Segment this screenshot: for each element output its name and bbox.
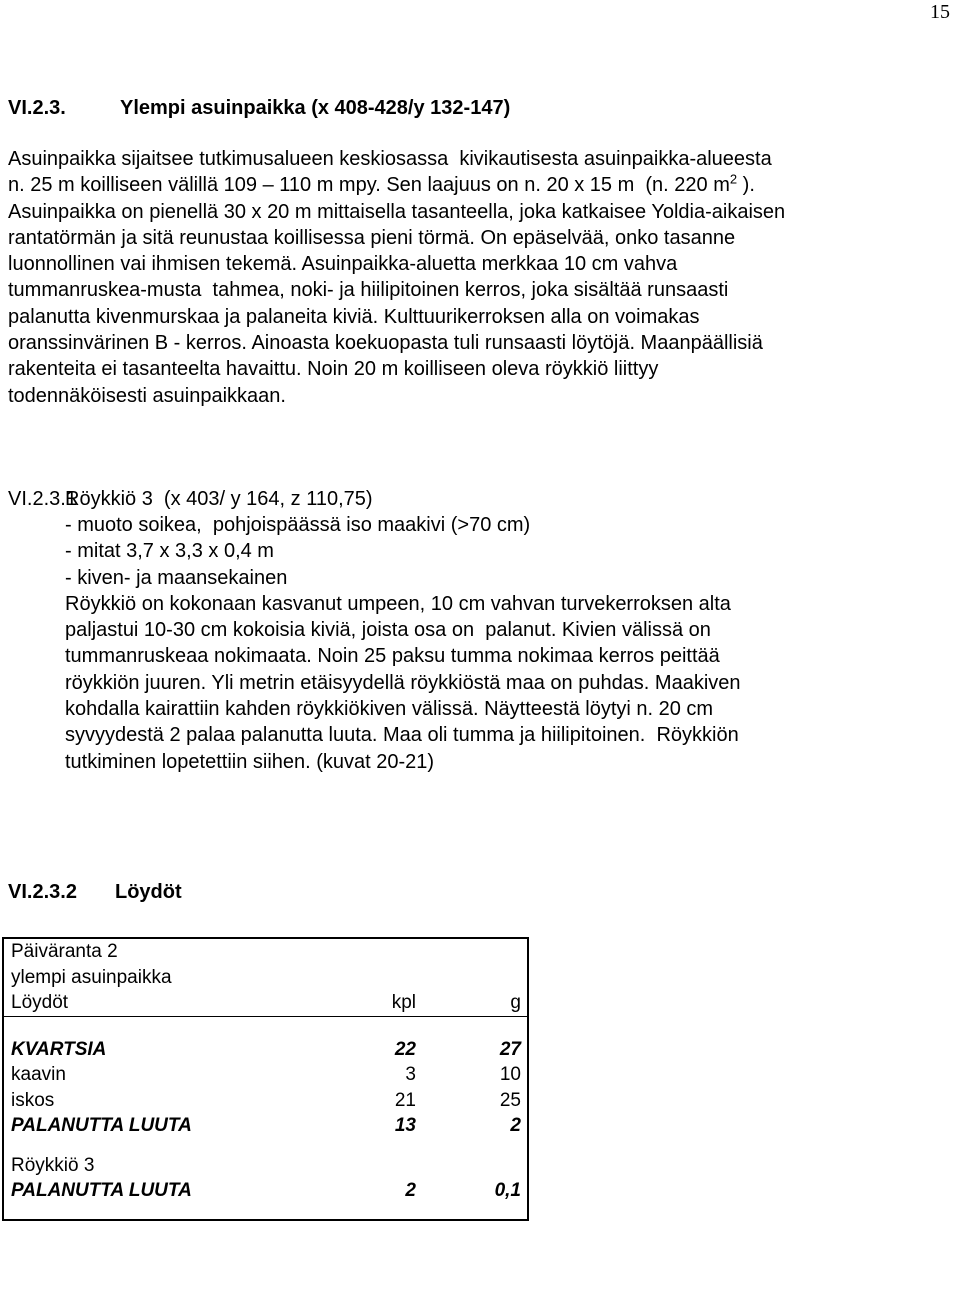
header-name: Löydöt bbox=[11, 992, 69, 1013]
paragraph-line: - muoto soikea, pohjoispäässä iso maakivi (>70 cm) bbox=[65, 514, 531, 536]
paragraph-line-tail: ). bbox=[737, 174, 755, 197]
paragraph-line: luonnollinen vai ihmisen tekemä. Asuinpaikka-aluetta merkkaa 10 cm vahva bbox=[8, 253, 678, 276]
paragraph-line: Asuinpaikka on pienellä 30 x 20 m mittaisella tasanteella, joka katkaisee Yoldia-aikaisen bbox=[8, 200, 786, 223]
cell-g: 27 bbox=[499, 1038, 521, 1060]
paragraph-line: oranssinvärinen B - kerros. Ainoasta koekuopasta tuli runsaasti löytöjä. Maanpäällisiä bbox=[8, 332, 763, 355]
cell-kpl: 22 bbox=[394, 1038, 416, 1060]
table-row bbox=[4, 1113, 527, 1139]
cell-name: PALANUTTA LUUTA bbox=[11, 1180, 192, 1201]
subsection-number: VI.2.3.1 bbox=[8, 488, 77, 510]
cell-name: kaavin bbox=[11, 1064, 66, 1085]
cell-kpl: 21 bbox=[394, 1089, 416, 1111]
table-gap bbox=[4, 1017, 527, 1037]
section-title: Ylempi asuinpaikka (x 408-428/y 132-147) bbox=[120, 97, 511, 119]
paragraph-line: Röykkiö on kokonaan kasvanut umpeen, 10 cm vahvan turvekerroksen alta bbox=[65, 592, 731, 615]
table-row bbox=[4, 1178, 527, 1204]
table-subtitle: ylempi asuinpaikka bbox=[11, 966, 172, 988]
finds-section-title: Löydöt bbox=[115, 881, 182, 903]
section-number: VI.2.3. bbox=[8, 97, 66, 119]
paragraph-line: todennäköisesti asuinpaikkaan. bbox=[8, 384, 286, 407]
paragraph-line: Asuinpaikka sijaitsee tutkimusalueen keskiosassa kivikautisesta asuinpaikka-alueesta bbox=[8, 148, 772, 170]
paragraph-line bbox=[8, 172, 960, 198]
paragraph-line: rantatörmän ja sitä reunustaa koillisessa pieni törmä. On epäselvää, onko tasanne bbox=[8, 226, 736, 249]
table-row bbox=[4, 1088, 527, 1114]
section-heading bbox=[8, 96, 510, 120]
paragraph-line: röykkiön juuren. Yli metrin etäisyydellä röykkiöstä maa on puhdas. Maakiven bbox=[65, 671, 741, 694]
cell-g: 0,1 bbox=[494, 1180, 521, 1201]
paragraph-line-text: n. 25 m koilliseen välillä 109 – 110 m mpy. Sen laajuus on n. 20 x 15 m (n. 220 m bbox=[8, 174, 730, 197]
superscript: 2 bbox=[729, 171, 738, 187]
paragraph-line: syvyydestä 2 palaa palanutta luuta. Maa oli tumma ja hiilipitoinen. Röykkiön bbox=[65, 724, 739, 747]
group-title: Röykkiö 3 bbox=[11, 1154, 95, 1176]
cell-g: 10 bbox=[499, 1064, 521, 1085]
paragraph-line: tummanruskea-musta tahmea, noki- ja hiilipitoinen kerros, joka sisältää runsaasti bbox=[8, 279, 729, 302]
cell-kpl: 13 bbox=[394, 1115, 416, 1136]
table-title: Päiväranta 2 bbox=[11, 941, 118, 962]
paragraph-line: tutkiminen lopetettiin siihen. (kuvat 20-21) bbox=[65, 750, 435, 773]
paragraph-line: rakenteita ei tasanteelta havaittu. Noin 20 m koilliseen oleva röykkiö liittyy bbox=[8, 358, 659, 381]
cell-name: KVARTSIA bbox=[11, 1038, 107, 1060]
table-gap bbox=[4, 1139, 527, 1153]
header-kpl: kpl bbox=[391, 992, 416, 1013]
cell-name: iskos bbox=[11, 1089, 55, 1111]
subsection-paragraph bbox=[65, 512, 960, 775]
cell-g: 2 bbox=[510, 1115, 521, 1136]
subsection-heading bbox=[8, 486, 373, 512]
finds-section-number: VI.2.3.2 bbox=[8, 881, 77, 903]
paragraph-line: - mitat 3,7 x 3,3 x 0,4 m bbox=[65, 540, 274, 563]
table-row bbox=[4, 1062, 527, 1088]
paragraph-line: - kiven- ja maansekainen bbox=[65, 566, 288, 589]
finds-table bbox=[2, 937, 529, 1221]
table-row bbox=[4, 1037, 527, 1063]
section-paragraph bbox=[8, 146, 960, 409]
table-header-row bbox=[4, 990, 527, 1016]
header-g: g bbox=[510, 992, 521, 1013]
paragraph-line: kohdalla kairattiin kahden röykkiökiven välissä. Näytteestä löytyi n. 20 cm bbox=[65, 698, 714, 721]
paragraph-line: palanutta kivenmurskaa ja palaneita kiviä. Kulttuurikerroksen alla on voimakas bbox=[8, 305, 700, 328]
cell-kpl: 2 bbox=[405, 1180, 416, 1201]
cell-kpl: 3 bbox=[405, 1064, 416, 1085]
finds-heading bbox=[8, 880, 182, 904]
cell-g: 25 bbox=[499, 1089, 521, 1111]
subsection-title: Röykkiö 3 (x 403/ y 164, z 110,75) bbox=[65, 488, 373, 510]
page-number: 15 bbox=[930, 1, 950, 23]
paragraph-line: tummanruskeaa nokimaata. Noin 25 paksu tumma nokimaa kerros peittää bbox=[65, 645, 720, 668]
cell-name: PALANUTTA LUUTA bbox=[11, 1115, 192, 1136]
paragraph-line: paljastui 10-30 cm kokoisia kiviä, joista osa on palanut. Kivien välissä on bbox=[65, 619, 711, 642]
